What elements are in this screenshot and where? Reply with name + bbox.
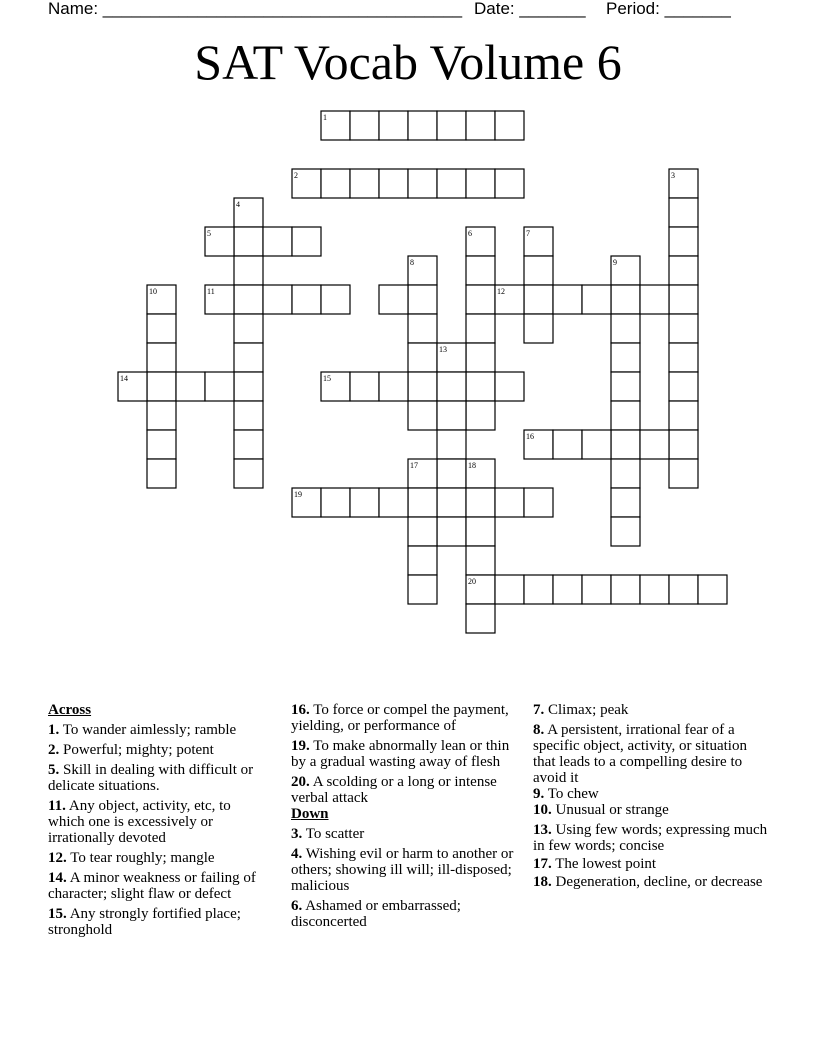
crossword-cell[interactable]	[524, 256, 553, 285]
clue-number: 6.	[291, 898, 303, 914]
cell-number: 19	[294, 490, 302, 499]
crossword-cell[interactable]	[466, 517, 495, 546]
clue-text: Unusual or strange	[555, 802, 669, 818]
clue-down	[533, 822, 771, 854]
crossword-cell[interactable]	[321, 285, 350, 314]
clue-number: 9.	[533, 786, 545, 802]
clue-text: To wander aimlessly; ramble	[62, 722, 237, 738]
crossword-cell[interactable]	[669, 372, 698, 401]
crossword-cell[interactable]	[321, 488, 350, 517]
clue-down	[533, 856, 771, 872]
crossword-cell[interactable]	[205, 372, 234, 401]
clue-text: Powerful; mighty; potent	[63, 742, 214, 758]
cell-number: 7	[526, 229, 530, 238]
clue-text: The lowest point	[555, 856, 657, 872]
clue-number: 10.	[533, 802, 552, 818]
crossword-cell[interactable]	[553, 285, 582, 314]
crossword-cell[interactable]	[495, 169, 524, 198]
clue-across	[48, 762, 270, 794]
crossword-cell[interactable]	[640, 285, 669, 314]
crossword-cell[interactable]	[176, 372, 205, 401]
cell-number: 5	[207, 229, 211, 238]
page-title: SAT Vocab Volume 6	[194, 34, 622, 90]
crossword-cell[interactable]	[669, 430, 698, 459]
crossword-cell[interactable]	[147, 401, 176, 430]
crossword-cell[interactable]	[408, 372, 437, 401]
crossword-cell[interactable]	[466, 372, 495, 401]
clue-across	[48, 850, 270, 866]
clue-number: 3.	[291, 826, 303, 842]
crossword-cell[interactable]	[408, 488, 437, 517]
crossword-cell[interactable]	[466, 285, 495, 314]
crossword-cell[interactable]	[263, 227, 292, 256]
clue-down	[291, 846, 523, 894]
crossword-cell[interactable]	[408, 575, 437, 604]
crossword-cell[interactable]	[611, 401, 640, 430]
clue-number: 8.	[533, 722, 545, 738]
clue-text: To chew	[547, 786, 599, 802]
crossword-cell[interactable]	[147, 314, 176, 343]
crossword-cell[interactable]	[611, 430, 640, 459]
crossword-cell[interactable]	[408, 169, 437, 198]
crossword-cell[interactable]	[408, 546, 437, 575]
crossword-cell[interactable]	[379, 169, 408, 198]
crossword-cell[interactable]	[669, 285, 698, 314]
clue-across	[48, 870, 270, 902]
clue-column-1	[48, 702, 270, 942]
crossword-cell[interactable]	[234, 430, 263, 459]
crossword-cell[interactable]	[669, 227, 698, 256]
clue-number: 18.	[533, 874, 552, 890]
crossword-cell[interactable]	[640, 430, 669, 459]
clue-column-3	[533, 702, 771, 894]
clue-number: 17.	[533, 856, 552, 872]
crossword-cell[interactable]	[234, 401, 263, 430]
crossword-cell[interactable]	[495, 111, 524, 140]
period-field[interactable]: Period: _______	[606, 0, 731, 18]
crossword-cell[interactable]	[669, 459, 698, 488]
crossword-cell[interactable]	[147, 459, 176, 488]
cell-number: 15	[323, 374, 331, 383]
cell-number: 3	[671, 171, 675, 180]
crossword-cell[interactable]	[524, 285, 553, 314]
clue-text: Any object, activity, etc, to which one is excessively or irrationally devoted	[48, 798, 231, 846]
crossword-cell[interactable]	[147, 343, 176, 372]
clue-column-2	[291, 702, 523, 934]
crossword-cell[interactable]	[379, 372, 408, 401]
cell-number: 4	[236, 200, 240, 209]
crossword-cell[interactable]	[292, 285, 321, 314]
clue-text: Degeneration, decline, or decrease	[555, 874, 763, 890]
clue-down	[291, 826, 523, 842]
crossword-cell[interactable]	[437, 517, 466, 546]
crossword-cell[interactable]	[553, 575, 582, 604]
crossword-cell[interactable]	[582, 575, 611, 604]
crossword-cell[interactable]	[437, 372, 466, 401]
crossword-cell[interactable]	[379, 111, 408, 140]
cell-number: 16	[526, 432, 534, 441]
crossword-cell[interactable]	[466, 488, 495, 517]
clue-text: Skill in dealing with difficult or delicate situations.	[48, 762, 254, 794]
crossword-cell[interactable]	[611, 372, 640, 401]
cell-number: 1	[323, 113, 327, 122]
crossword-cell[interactable]	[553, 430, 582, 459]
cell-number: 18	[468, 461, 476, 470]
clue-text: Climax; peak	[548, 702, 629, 718]
cell-number: 17	[410, 461, 418, 470]
crossword-cell[interactable]	[437, 169, 466, 198]
crossword-cell[interactable]	[437, 430, 466, 459]
crossword-cell[interactable]	[379, 488, 408, 517]
crossword-cell[interactable]	[611, 488, 640, 517]
crossword-cell[interactable]	[466, 546, 495, 575]
crossword-cell[interactable]	[437, 401, 466, 430]
date-field[interactable]: Date: _______	[474, 0, 586, 18]
crossword-cell[interactable]	[466, 343, 495, 372]
crossword-cell[interactable]	[611, 459, 640, 488]
crossword-cell[interactable]	[234, 285, 263, 314]
clue-number: 5.	[48, 762, 60, 778]
clue-number: 2.	[48, 742, 60, 758]
crossword-cell[interactable]	[582, 430, 611, 459]
crossword-cell[interactable]	[611, 314, 640, 343]
crossword-cell[interactable]	[147, 430, 176, 459]
clue-number: 20.	[291, 774, 310, 790]
crossword-cell[interactable]	[466, 604, 495, 633]
crossword-cell[interactable]	[234, 256, 263, 285]
clue-number: 15.	[48, 906, 67, 922]
crossword-cell[interactable]	[466, 111, 495, 140]
clue-text: Wishing evil or harm to another or others; showing ill will; ill-disposed; malicious	[291, 846, 514, 894]
name-field[interactable]: Name: ______________________________________	[48, 0, 463, 18]
clue-down	[533, 786, 771, 802]
clue-text: A scolding or a long or intense verbal attack	[291, 774, 497, 806]
crossword-cell[interactable]	[234, 314, 263, 343]
crossword-cell[interactable]	[350, 111, 379, 140]
crossword-cell[interactable]	[669, 401, 698, 430]
clue-text: Using few words; expressing much in few words; concise	[533, 822, 768, 854]
crossword-cell[interactable]	[669, 256, 698, 285]
crossword-cell[interactable]	[466, 314, 495, 343]
clue-text: Any strongly fortified place; stronghold	[48, 906, 241, 938]
crossword-cell[interactable]	[524, 575, 553, 604]
crossword-cell[interactable]	[350, 488, 379, 517]
clue-number: 4.	[291, 846, 303, 862]
cell-number: 20	[468, 577, 476, 586]
cell-number: 14	[120, 374, 128, 383]
crossword-cell[interactable]	[611, 575, 640, 604]
crossword-cell[interactable]	[640, 575, 669, 604]
clue-number: 11.	[48, 798, 66, 814]
clue-number: 16.	[291, 702, 310, 718]
clue-down	[533, 722, 771, 786]
down-heading: Down	[291, 806, 329, 822]
crossword-cell[interactable]	[524, 314, 553, 343]
clue-across	[48, 742, 270, 758]
clue-text: A persistent, irrational fear of a specific object, activity, or situation that leads to a compelling desire to avoid it	[533, 722, 747, 786]
crossword-cell[interactable]	[466, 169, 495, 198]
cell-number: 8	[410, 258, 414, 267]
cell-number: 9	[613, 258, 617, 267]
crossword-cell[interactable]	[669, 314, 698, 343]
clue-text: To force or compel the payment, yielding, or performance of	[291, 702, 509, 734]
cell-number: 12	[497, 287, 505, 296]
clue-text: A minor weakness or failing of character; slight flaw or defect	[48, 870, 256, 902]
crossword-cell[interactable]	[437, 488, 466, 517]
crossword-cell[interactable]	[524, 488, 553, 517]
clue-text: To make abnormally lean or thin by a gradual wasting away of flesh	[291, 738, 510, 770]
clue-number: 12.	[48, 850, 67, 866]
across-heading: Across	[48, 702, 92, 718]
crossword-cell[interactable]	[698, 575, 727, 604]
crossword-cell[interactable]	[437, 459, 466, 488]
crossword-cell[interactable]	[234, 459, 263, 488]
crossword-cell[interactable]	[495, 575, 524, 604]
crossword-cell[interactable]	[147, 372, 176, 401]
crossword-cell[interactable]	[466, 256, 495, 285]
crossword-cell[interactable]	[466, 401, 495, 430]
clue-down	[533, 874, 771, 890]
clue-text: To tear roughly; mangle	[70, 850, 215, 866]
crossword-cell[interactable]	[379, 285, 408, 314]
crossword-cell[interactable]	[350, 169, 379, 198]
crossword-cell[interactable]	[582, 285, 611, 314]
clue-across	[48, 906, 270, 938]
crossword-cell[interactable]	[611, 285, 640, 314]
crossword-cell[interactable]	[495, 372, 524, 401]
clue-number: 7.	[533, 702, 545, 718]
crossword-cell[interactable]	[234, 227, 263, 256]
crossword-cell[interactable]	[408, 401, 437, 430]
cell-number: 11	[207, 287, 215, 296]
clue-down	[533, 702, 771, 718]
clue-number: 19.	[291, 738, 310, 754]
clue-number: 13.	[533, 822, 552, 838]
clue-across	[48, 798, 270, 846]
clue-number: 14.	[48, 870, 67, 886]
clue-across	[291, 738, 523, 770]
crossword-cell[interactable]	[408, 111, 437, 140]
crossword-cell[interactable]	[350, 372, 379, 401]
clue-down	[291, 898, 523, 930]
clue-number: 1.	[48, 722, 60, 738]
cell-number: 2	[294, 171, 298, 180]
crossword-cell[interactable]	[669, 575, 698, 604]
crossword-cell[interactable]	[611, 517, 640, 546]
cell-number: 13	[439, 345, 447, 354]
cell-number: 6	[468, 229, 472, 238]
crossword-cell[interactable]	[234, 343, 263, 372]
cell-number: 10	[149, 287, 157, 296]
crossword-cell[interactable]	[234, 372, 263, 401]
clue-across	[291, 702, 523, 734]
crossword-cell[interactable]	[669, 198, 698, 227]
crossword-cell[interactable]	[292, 227, 321, 256]
crossword-cell[interactable]	[437, 111, 466, 140]
crossword-cell[interactable]	[263, 285, 292, 314]
crossword-cell[interactable]	[611, 343, 640, 372]
crossword-cell[interactable]	[408, 343, 437, 372]
crossword-cell[interactable]	[321, 169, 350, 198]
crossword-cell[interactable]	[408, 517, 437, 546]
clue-across	[291, 774, 523, 806]
clue-text: To scatter	[305, 826, 365, 842]
clue-down	[533, 802, 771, 818]
crossword-cell[interactable]	[408, 285, 437, 314]
crossword-cell[interactable]	[408, 314, 437, 343]
clue-across	[48, 722, 270, 738]
crossword-cell[interactable]	[669, 343, 698, 372]
crossword-cell[interactable]	[495, 488, 524, 517]
clue-text: Ashamed or embarrassed; disconcerted	[291, 898, 461, 930]
